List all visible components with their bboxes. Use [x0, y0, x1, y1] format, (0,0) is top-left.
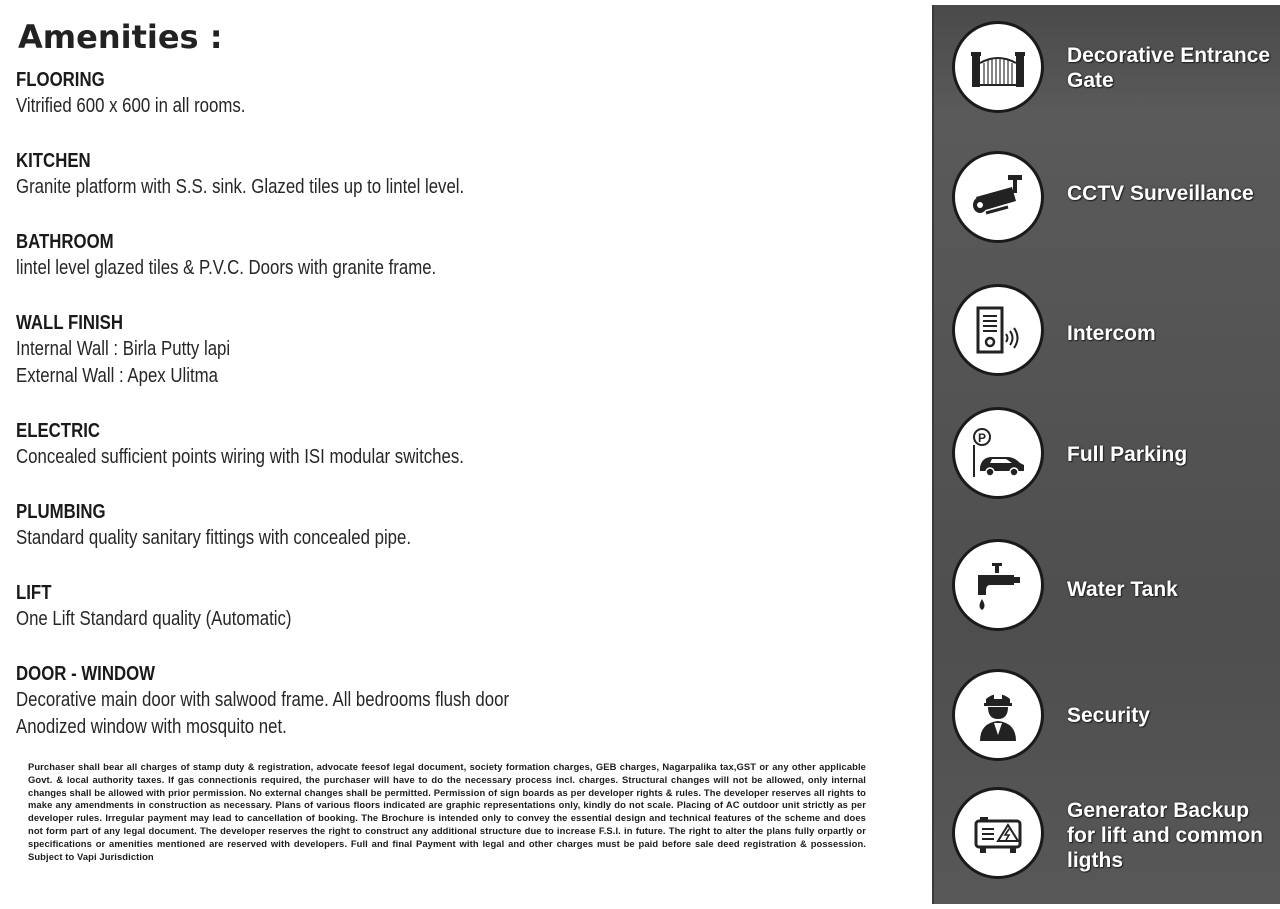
section-text: Granite platform with S.S. sink. Glazed tiles up to lintel level.: [16, 176, 465, 198]
water-tap-icon: [952, 539, 1044, 631]
section-title: LIFT: [16, 582, 52, 604]
section-text: Internal Wall : Birla Putty lapi: [16, 338, 231, 360]
amenity-label: Decorative Entrance Gate: [1067, 44, 1271, 92]
svg-text:P: P: [978, 431, 987, 445]
gate-icon: [952, 21, 1044, 113]
section-title: WALL FINISH: [16, 312, 124, 334]
section-door-window: [16, 662, 896, 741]
amenity-intercom: [934, 281, 1280, 381]
section-title: BATHROOM: [16, 231, 114, 253]
amenities-panel: [932, 5, 1280, 904]
amenity-label: Water Tank: [1067, 578, 1178, 601]
amenity-label: Intercom: [1067, 322, 1156, 345]
amenity-label: Full Parking: [1067, 443, 1188, 466]
section-wall-finish: [16, 311, 896, 390]
section-text: Vitrified 600 x 600 in all rooms.: [16, 95, 246, 117]
generator-icon: [952, 787, 1044, 879]
section-flooring: [16, 68, 896, 120]
section-text: Anodized window with mosquito net.: [16, 716, 287, 738]
section-bathroom: [16, 230, 896, 282]
section-text: Standard quality sanitary fittings with concealed pipe.: [16, 527, 412, 549]
security-guard-icon: [952, 669, 1044, 761]
amenity-security: [934, 665, 1280, 765]
amenity-label: CCTV Surveillance: [1067, 182, 1254, 205]
amenity-generator-backup: [934, 783, 1280, 883]
section-text: External Wall : Apex Ulitma: [16, 365, 218, 387]
section-title: FLOORING: [16, 69, 105, 91]
section-text: One Lift Standard quality (Automatic): [16, 608, 292, 630]
amenity-decorative-entrance-gate: [934, 13, 1280, 113]
section-title: ELECTRIC: [16, 420, 100, 442]
page-title: Amenities :: [18, 18, 223, 56]
amenity-label: Security: [1067, 704, 1150, 727]
section-title: PLUMBING: [16, 501, 106, 523]
cctv-camera-icon: [952, 151, 1044, 243]
section-lift: [16, 581, 896, 633]
amenity-label: Generator Backup for lift and common ligths: [1067, 799, 1263, 872]
section-title: KITCHEN: [16, 150, 91, 172]
intercom-icon: [952, 284, 1044, 376]
disclaimer-text: Purchaser shall bear all charges of stamp duty & registration, advocate feesof legal document, society formation charges, GEB charges, Nagarpalika tax,GST or any other applicable Govt. & local authority taxes. If gas connectionis required, the purchaser will have to do the necessary process incl. charges. Structural changes will not be allowed, only internal changes shall be allowed with prior permission. No external changes shall be permitted. Permission of sign boards as per developer rights & rules. The developer reserves all rights to make any amendments in construction as necessary. Plans of various floors indicated are graphic representations only, kindly do not scale. Placing of AC outdoor unit strictly as per developer rules. Irregular payment may lead to cancellation of booking. The Brochure is intended only to convey the essential design and technical features of the scheme and does not form part of any legal document. The developer reserves the right to construct any additional structure due to increase F.S.I. in future. The right to alter the plans fully orpartly or specifications or amenities mentioned are reserved with developers. Full and final Payment with legal and other charges must be paid before sale deed registration & possession. Subject to Vapi Jurisdiction: [28, 761, 866, 862]
parking-car-icon: [952, 407, 1044, 499]
section-plumbing: [16, 500, 896, 552]
section-kitchen: [16, 149, 896, 201]
amenity-full-parking: [934, 402, 1280, 502]
section-title: DOOR - WINDOW: [16, 663, 156, 685]
section-text: lintel level glazed tiles & P.V.C. Doors with granite frame.: [16, 257, 437, 279]
section-text: Decorative main door with salwood frame. All bedrooms flush door: [16, 689, 510, 711]
amenity-cctv-surveillance: [934, 145, 1280, 245]
section-text: Concealed sufficient points wiring with ISI modular switches.: [16, 446, 464, 468]
amenity-water-tank: [934, 535, 1280, 635]
section-electric: [16, 419, 896, 471]
